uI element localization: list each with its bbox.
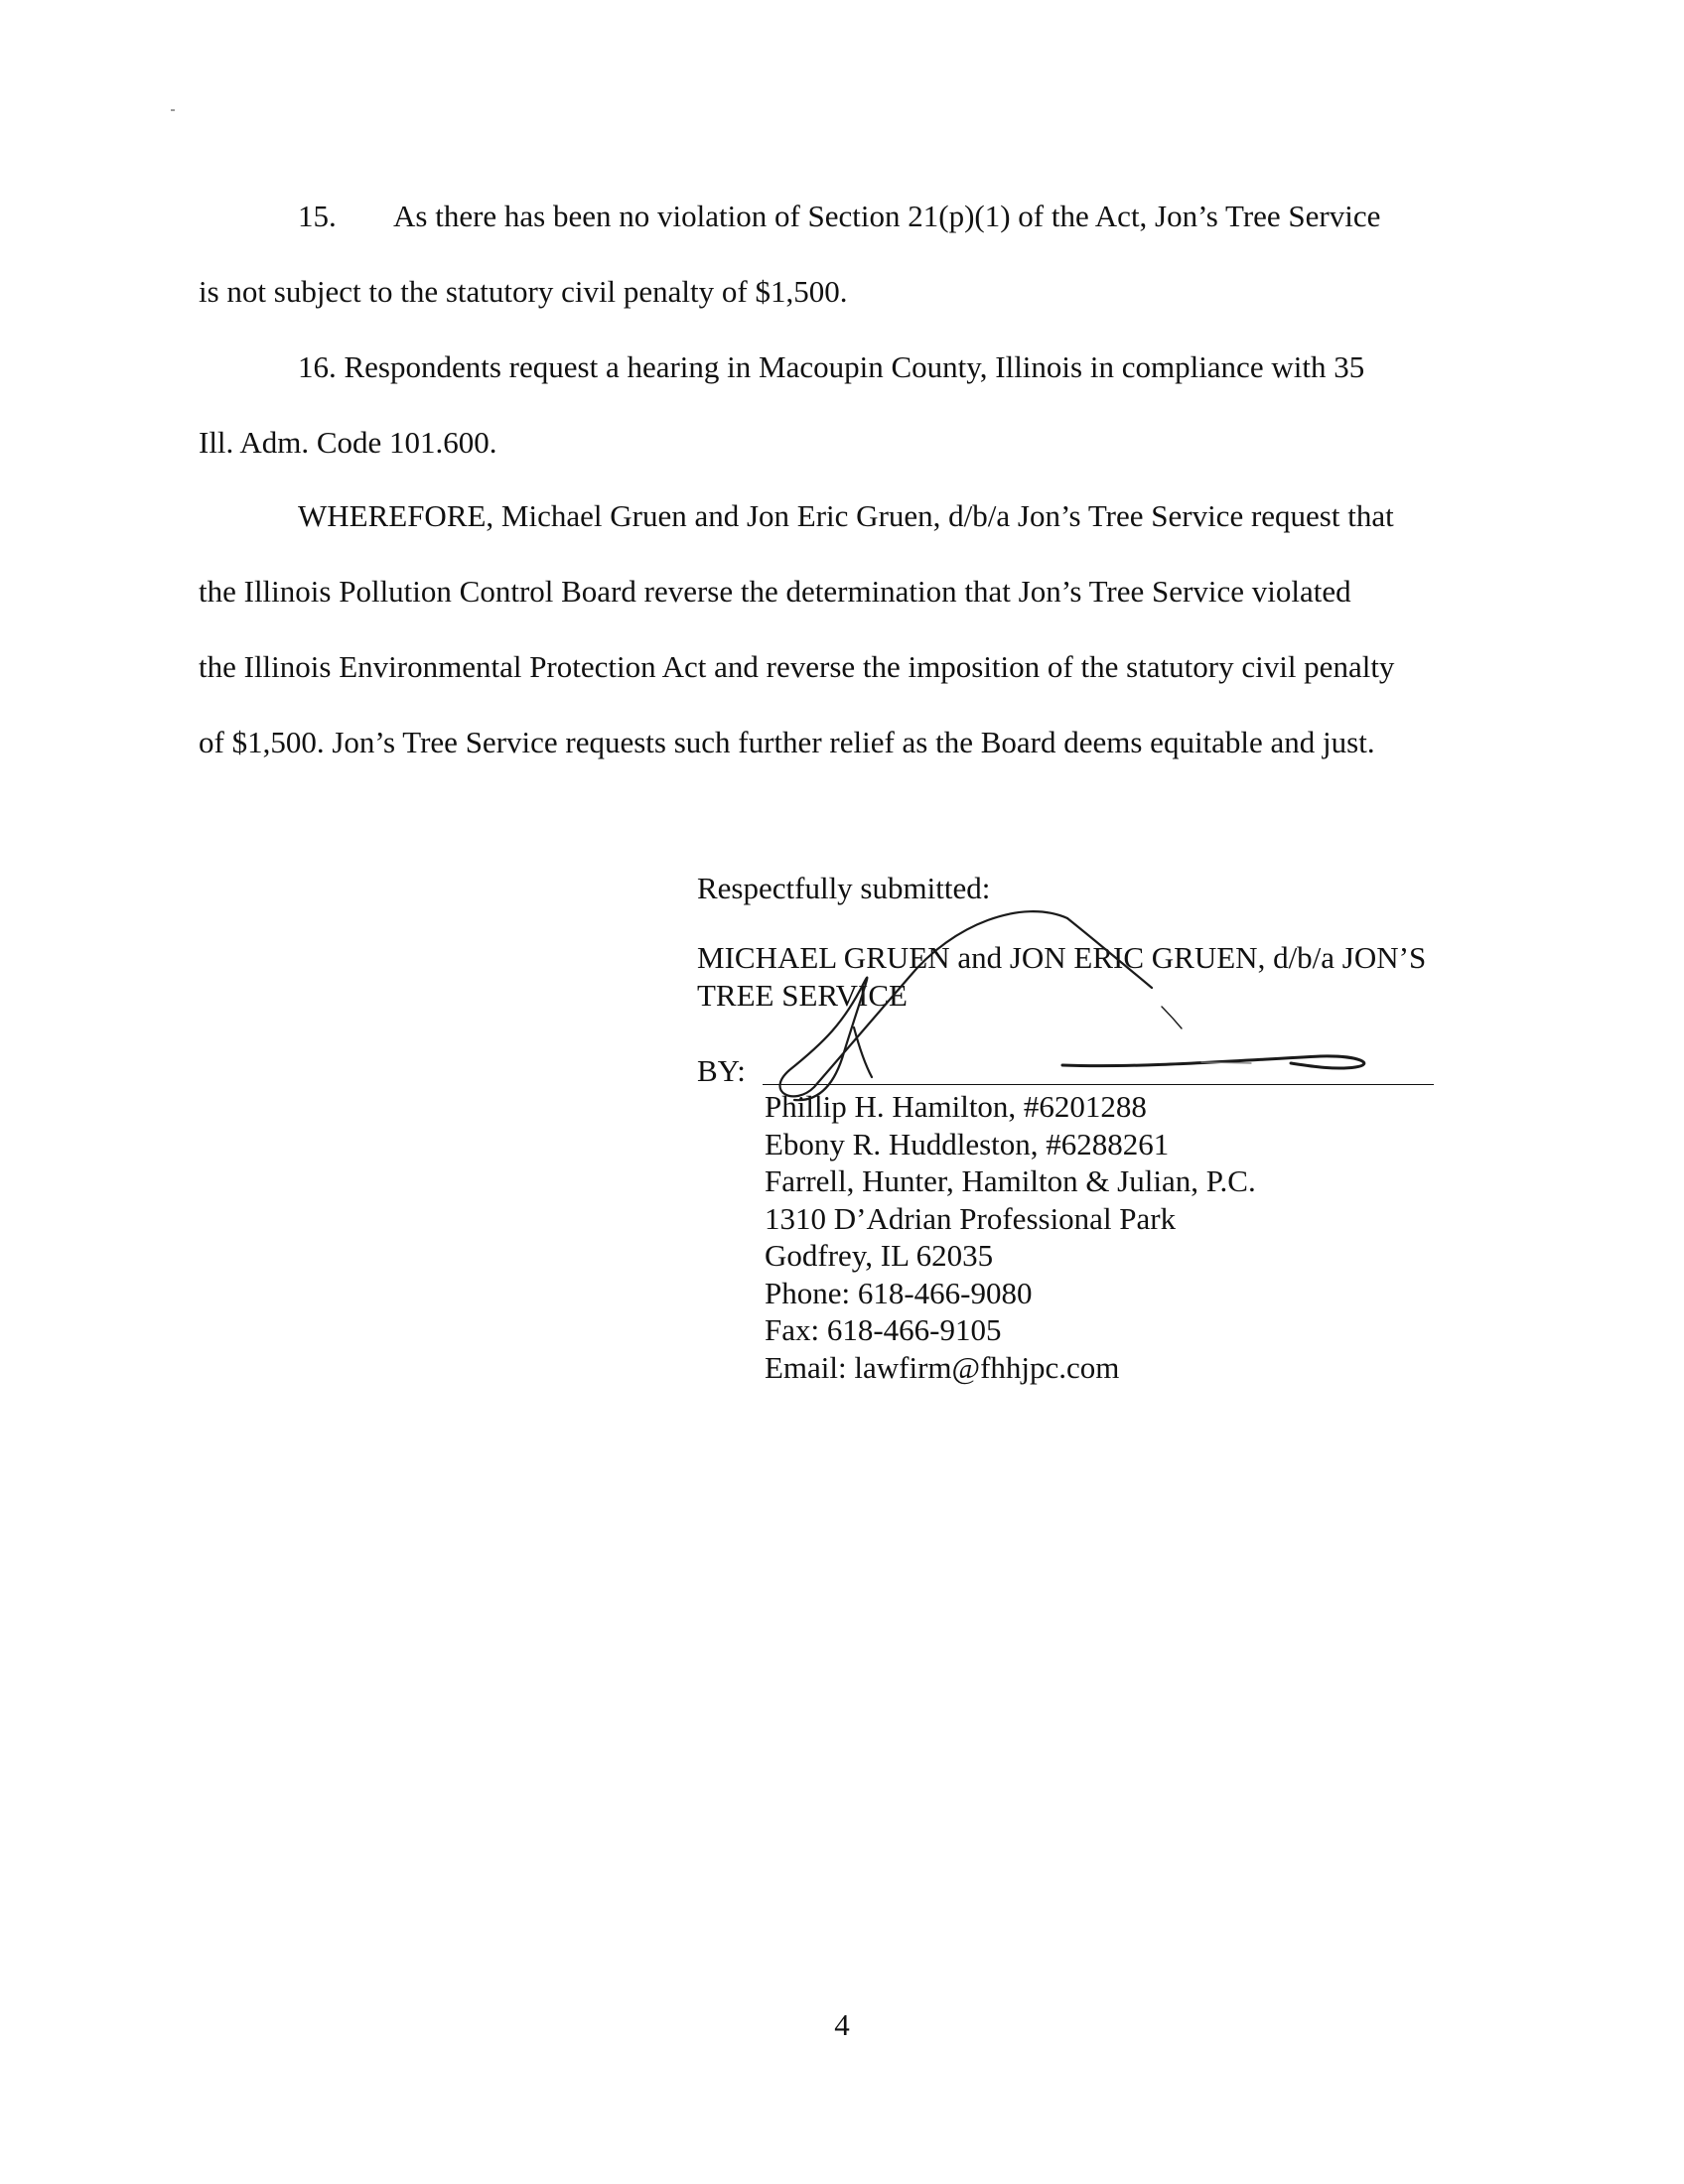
attorney-line: Email: lawfirm@fhhjpc.com: [765, 1349, 1120, 1385]
signature-faint-stroke: [1201, 1062, 1251, 1063]
attorney-line: 1310 D’Adrian Professional Park: [765, 1200, 1177, 1236]
paragraph-15: [199, 179, 1489, 330]
page-number: 4: [834, 2007, 850, 2042]
wherefore-line-4: of $1,500. Jon’s Tree Service requests such further relief as the Board deems equitable and just.: [199, 725, 1375, 759]
paragraph-16: [199, 330, 1489, 480]
paragraph-15-line-2: is not subject to the statutory civil penalty of $1,500.: [199, 274, 848, 309]
scan-speck: [171, 109, 175, 111]
party-names-line-2: TREE SERVICE: [697, 978, 908, 1013]
attorney-line: Phone: 618-466-9080: [765, 1275, 1033, 1310]
attorney-line: Fax: 618-466-9105: [765, 1312, 1002, 1347]
party-names-line-1: MICHAEL GRUEN and JON ERIC GRUEN, d/b/a JON’S: [697, 940, 1427, 975]
paragraph-16-line-2: Ill. Adm. Code 101.600.: [199, 425, 497, 460]
attorney-line: Farrell, Hunter, Hamilton & Julian, P.C.: [765, 1163, 1256, 1198]
paragraph-15-text: As there has been no violation of Section 21(p)(1) of the Act, Jon’s Tree Service: [393, 199, 1381, 233]
by-label: BY:: [697, 1053, 746, 1088]
wherefore-line-2: the Illinois Pollution Control Board reverse the determination that Jon’s Tree Service violated: [199, 574, 1351, 609]
party-names: [697, 939, 1491, 1015]
attorney-line: Godfrey, IL 62035: [765, 1238, 994, 1273]
paragraph-15-number: 15.: [298, 199, 337, 233]
respectfully-submitted: Respectfully submitted:: [697, 871, 991, 905]
attorney-line: Phillip H. Hamilton, #6201288: [765, 1089, 1147, 1124]
paragraph-15-line-1: [199, 179, 1489, 254]
wherefore-line-3: the Illinois Environmental Protection Act and reverse the imposition of the statutory civil penalty: [199, 649, 1395, 684]
signature-descender-stroke: [854, 1027, 872, 1077]
signature-line: [763, 1084, 1434, 1085]
attorney-info: [765, 1088, 1256, 1386]
attorney-line: Ebony R. Huddleston, #6288261: [765, 1126, 1170, 1161]
wherefore-line-1: WHEREFORE, Michael Gruen and Jon Eric Gruen, d/b/a Jon’s Tree Service request that: [298, 498, 1394, 533]
signature-flourish-stroke: [1062, 1056, 1364, 1068]
paragraph-16-line-1: 16. Respondents request a hearing in Macoupin County, Illinois in compliance with 35: [298, 349, 1365, 384]
wherefore-paragraph: [199, 478, 1489, 780]
